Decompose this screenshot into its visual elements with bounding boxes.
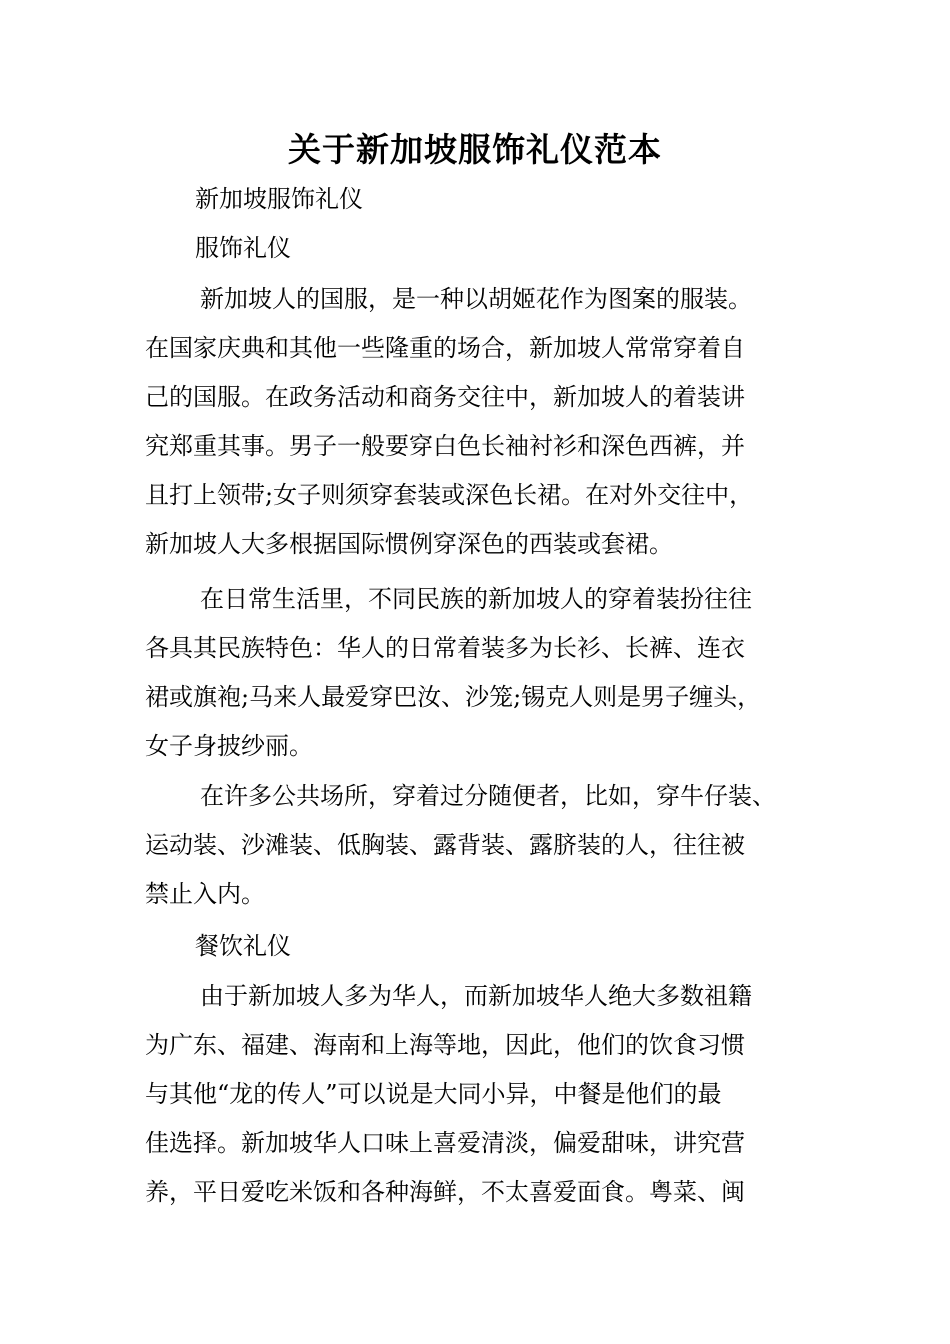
section-heading-clothing: 服饰礼仪 — [195, 234, 291, 262]
paragraph-line: 由于新加坡人多为华人，而新加坡华人绝大多数祖籍 — [200, 982, 752, 1010]
paragraph-line: 且打上领带;女子则须穿套装或深色长裙。在对外交往中， — [145, 481, 754, 509]
paragraph-line: 各具其民族特色：华人的日常着装多为长衫、长裤、连衣 — [145, 634, 745, 662]
paragraph-line: 裙或旗袍;马来人最爱穿巴汝、沙笼;锡克人则是男子缠头， — [145, 683, 762, 711]
paragraph-line: 新加坡人的国服，是一种以胡姬花作为图案的服装。 — [200, 285, 752, 313]
paragraph-line: 在国家庆典和其他一些隆重的场合，新加坡人常常穿着自 — [145, 334, 745, 362]
paragraph-line: 佳选择。新加坡华人口味上喜爱清淡，偏爱甜味，讲究营 — [145, 1129, 745, 1157]
paragraph-line: 运动装、沙滩装、低胸装、露背装、露脐装的人，往往被 — [145, 831, 745, 859]
paragraph-line: 新加坡人大多根据国际惯例穿深色的西装或套裙。 — [145, 530, 673, 558]
paragraph-daily-dress — [145, 575, 825, 771]
section-heading-dining: 餐饮礼仪 — [195, 932, 291, 960]
paragraph-line: 禁止入内。 — [145, 880, 265, 908]
paragraph-national-dress — [145, 275, 825, 569]
paragraph-line: 究郑重其事。男子一般要穿白色长袖衬衫和深色西裤，并 — [145, 432, 745, 460]
document-title: 关于新加坡服饰礼仪范本 — [288, 130, 662, 169]
paragraph-public-places — [145, 772, 825, 919]
paragraph-line: 在许多公共场所，穿着过分随便者，比如，穿牛仔装、 — [200, 782, 776, 810]
paragraph-line: 为广东、福建、海南和上海等地，因此，他们的饮食习惯 — [145, 1031, 745, 1059]
paragraph-line: 己的国服。在政务活动和商务交往中，新加坡人的着装讲 — [145, 383, 745, 411]
paragraph-dining-habits — [145, 972, 825, 1217]
document-subtitle: 新加坡服饰礼仪 — [195, 185, 363, 213]
paragraph-line: 在日常生活里，不同民族的新加坡人的穿着装扮往往 — [200, 585, 752, 613]
paragraph-line: 女子身披纱丽。 — [145, 732, 313, 760]
paragraph-line: 与其他“龙的传人”可以说是大同小异，中餐是他们的最 — [145, 1080, 722, 1108]
paragraph-line: 养，平日爱吃米饭和各种海鲜，不太喜爱面食。粤菜、闽 — [145, 1178, 745, 1206]
